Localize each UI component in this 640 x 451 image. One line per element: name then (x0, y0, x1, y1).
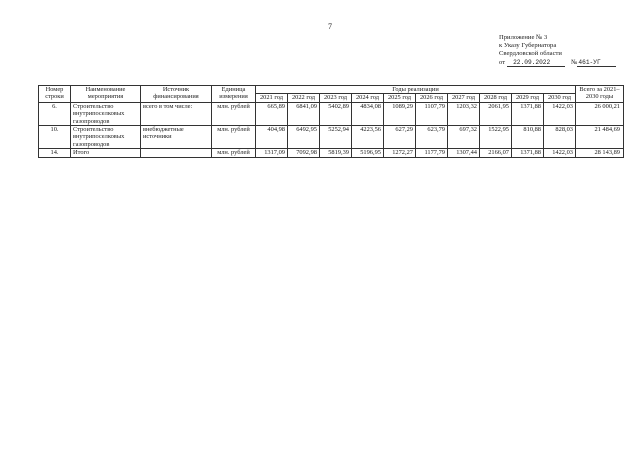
row-value: 5819,39 (320, 149, 352, 157)
page-number: 7 (328, 22, 332, 31)
header-year: 2021 год (256, 94, 288, 102)
appendix-block (499, 34, 616, 67)
row-source: всего в том числе: (141, 102, 212, 125)
row-number: 6. (39, 102, 71, 125)
row-value: 4223,56 (352, 126, 384, 149)
row-value: 1371,88 (512, 149, 544, 157)
appendix-date-line (499, 59, 616, 67)
table-row (39, 102, 624, 125)
row-value: 697,32 (448, 126, 480, 149)
row-value: 1272,27 (384, 149, 416, 157)
row-source (141, 149, 212, 157)
header-year: 2028 год (480, 94, 512, 102)
header-year: 2030 год (544, 94, 576, 102)
row-number: 10. (39, 126, 71, 149)
row-total: 26 000,21 (576, 102, 624, 125)
row-value: 7092,98 (288, 149, 320, 157)
header-year: 2022 год (288, 94, 320, 102)
row-activity: Строительство внутрипоселковых газопроводов (71, 126, 141, 149)
header-activity: Наименование мероприятия (71, 86, 141, 103)
header-unit: Единица измерения (212, 86, 256, 103)
header-year: 2024 год (352, 94, 384, 102)
header-year: 2025 год (384, 94, 416, 102)
row-value: 665,89 (256, 102, 288, 125)
row-value: 1107,79 (416, 102, 448, 125)
financing-table (38, 85, 624, 158)
appendix-region: Свердловской области (499, 50, 562, 58)
row-value: 1089,29 (384, 102, 416, 125)
date-prefix: от (499, 58, 506, 66)
row-value: 1317,09 (256, 149, 288, 157)
row-value: 6492,95 (288, 126, 320, 149)
row-value: 1371,88 (512, 102, 544, 125)
row-value: 1177,79 (416, 149, 448, 157)
header-year: 2023 год (320, 94, 352, 102)
row-value: 5252,94 (320, 126, 352, 149)
row-value: 5402,89 (320, 102, 352, 125)
row-value: 828,03 (544, 126, 576, 149)
row-source: внебюджетные источники (141, 126, 212, 149)
row-unit: млн. рублей (212, 149, 256, 157)
row-total: 21 484,69 (576, 126, 624, 149)
row-value: 1522,95 (480, 126, 512, 149)
decree-number: 461-УГ (577, 59, 616, 67)
row-unit: млн. рублей (212, 126, 256, 149)
header-row-number: Номер строки (39, 86, 71, 103)
appendix-title: Приложение № 3 (499, 34, 548, 41)
row-value: 623,79 (416, 126, 448, 149)
header-years-group: Годы реализации (256, 86, 576, 94)
row-value: 1203,32 (448, 102, 480, 125)
row-total: 28 143,89 (576, 149, 624, 157)
header-source: Источник финансирования (141, 86, 212, 103)
row-unit: млн. рублей (212, 102, 256, 125)
header-year: 2027 год (448, 94, 480, 102)
row-value: 627,29 (384, 126, 416, 149)
row-value: 4834,08 (352, 102, 384, 125)
row-value: 1422,03 (544, 149, 576, 157)
row-value: 810,88 (512, 126, 544, 149)
row-activity: Строительство внутрипоселковых газопроводов (71, 102, 141, 125)
table-row-total (39, 149, 624, 157)
row-number: 14. (39, 149, 71, 157)
appendix-decree: к Указу Губернатора (499, 42, 557, 50)
row-value: 6841,09 (288, 102, 320, 125)
decree-date: 22.09.2022 (507, 59, 565, 67)
row-value: 1307,44 (448, 149, 480, 157)
row-value: 5196,95 (352, 149, 384, 157)
row-value: 2061,95 (480, 102, 512, 125)
row-value: 404,98 (256, 126, 288, 149)
row-value: 2166,07 (480, 149, 512, 157)
header-total: Всего за 2021–2030 годы (576, 86, 624, 103)
row-activity: Итого (71, 149, 141, 157)
header-row-main (39, 86, 624, 94)
number-label: № (571, 58, 578, 66)
header-year: 2026 год (416, 94, 448, 102)
row-value: 1422,03 (544, 102, 576, 125)
table-row (39, 126, 624, 149)
header-year: 2029 год (512, 94, 544, 102)
